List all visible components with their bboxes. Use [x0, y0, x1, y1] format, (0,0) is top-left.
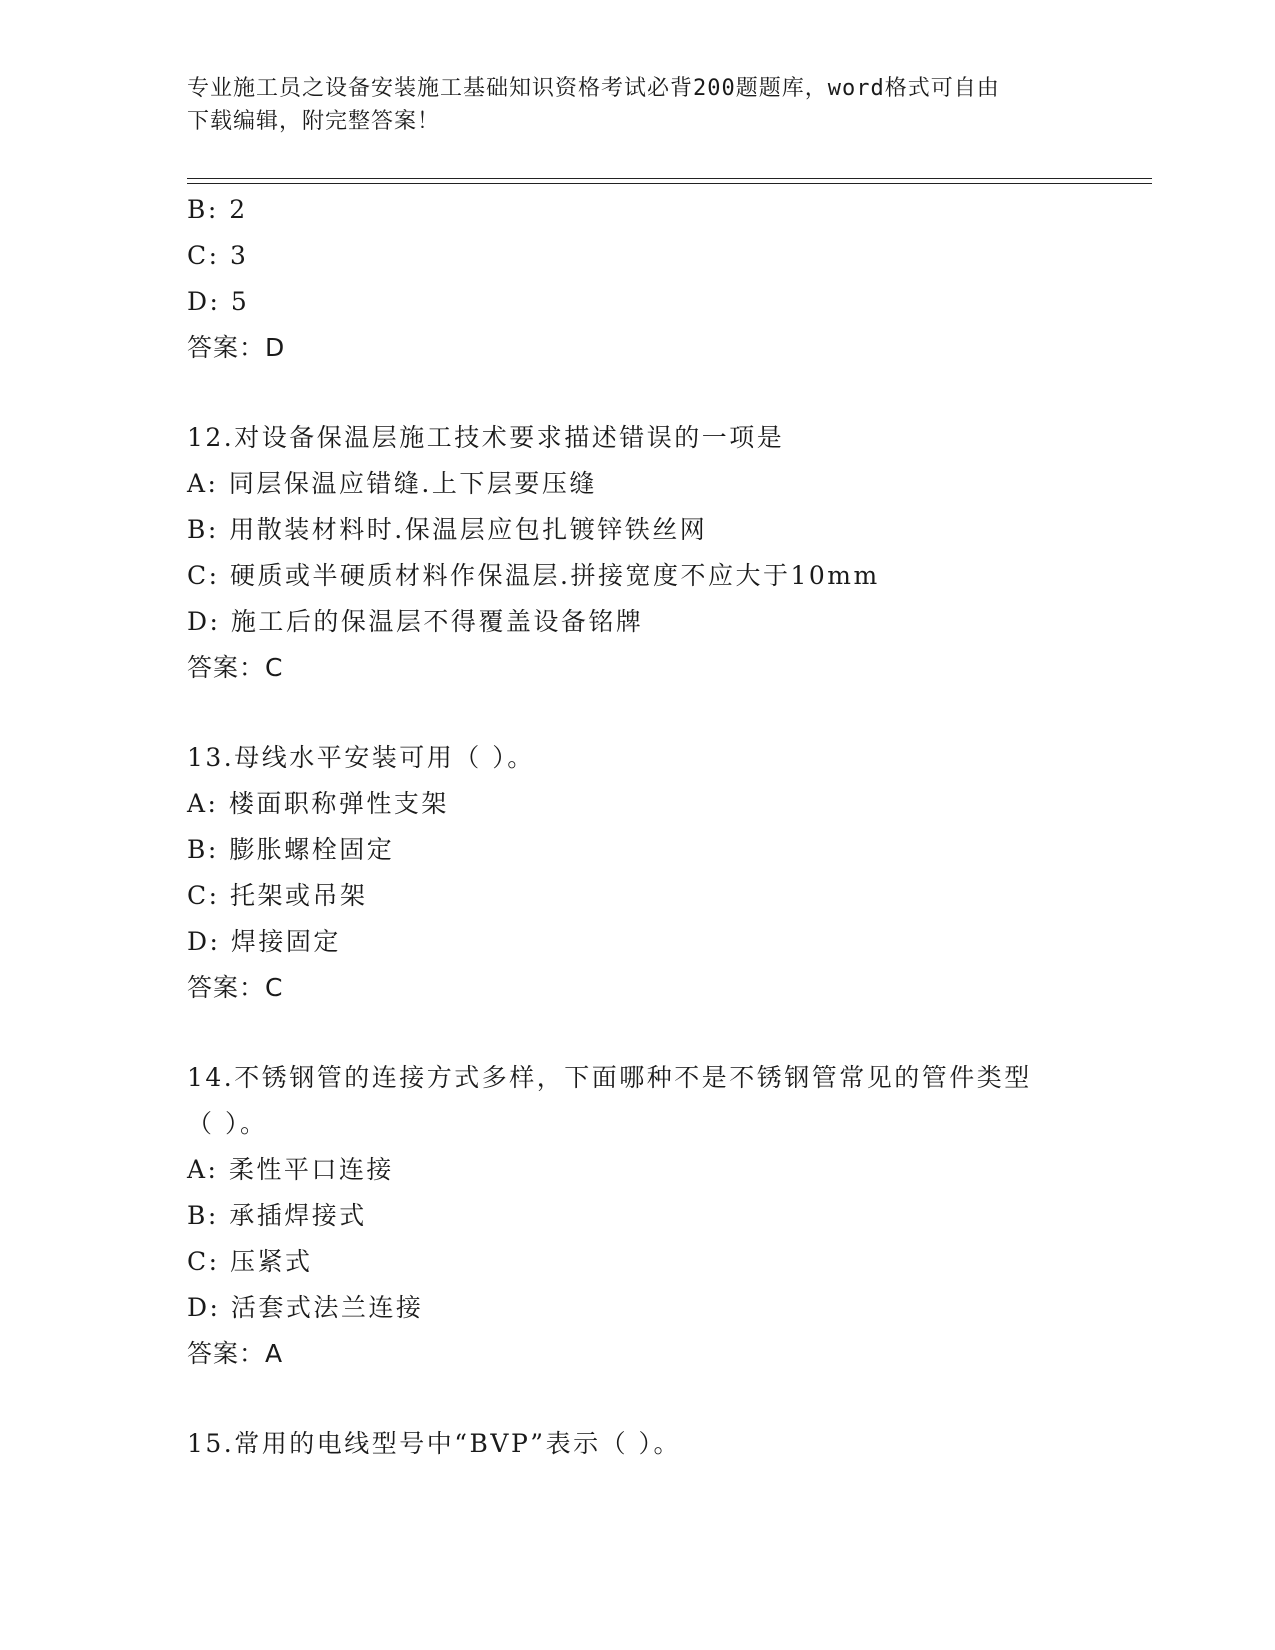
option-c: C: 压紧式: [187, 1247, 313, 1276]
question-14: [187, 1055, 1137, 1377]
option-c: C: 3: [187, 241, 249, 270]
question-stem-continued: （ ）。: [187, 1109, 268, 1138]
header-title-line-1: 专业施工员之设备安装施工基础知识资格考试必背200题题库，word格式可自由: [187, 76, 1000, 101]
spacer: [187, 1377, 1137, 1421]
option-c: C: 硬质或半硬质材料作保温层.拼接宽度不应大于10mm: [187, 561, 880, 590]
question-12: [187, 415, 1137, 691]
answer: 答案：C: [187, 973, 284, 1002]
question-stem: 13.母线水平安装可用（ ）。: [187, 743, 535, 772]
header-title-line-2: 下载编辑，附完整答案！: [187, 109, 441, 134]
option-a: A: 楼面职称弹性支架: [187, 789, 449, 818]
option-d: D: 施工后的保温层不得覆盖设备铭牌: [187, 607, 644, 636]
answer: 答案：C: [187, 653, 284, 682]
question-stem: 15.常用的电线型号中“BVP”表示（ ）。: [187, 1429, 682, 1458]
question-15: [187, 1421, 1137, 1467]
option-b: B: 膨胀螺栓固定: [187, 835, 395, 864]
option-d: D: 5: [187, 287, 250, 316]
header-divider-bottom: [187, 183, 1152, 184]
option-b: B: 2: [187, 195, 248, 224]
header-divider-top: [187, 178, 1152, 179]
option-b: B: 承插焊接式: [187, 1201, 367, 1230]
option-b: B: 用散装材料时.保温层应包扎镀锌铁丝网: [187, 515, 708, 544]
question-11: [187, 187, 1137, 371]
spacer: [187, 371, 1137, 415]
option-a: A: 同层保温应错缝.上下层要压缝: [187, 469, 597, 498]
question-list: [187, 187, 1137, 1467]
option-c: C: 托架或吊架: [187, 881, 368, 910]
option-d: D: 焊接固定: [187, 927, 341, 956]
question-stem: 14.不锈钢管的连接方式多样，下面哪种不是不锈钢管常见的管件类型: [187, 1063, 1032, 1092]
option-a: A: 柔性平口连接: [187, 1155, 394, 1184]
question-stem: 12.对设备保温层施工技术要求描述错误的一项是: [187, 423, 785, 452]
option-d: D: 活套式法兰连接: [187, 1293, 424, 1322]
document-header: [187, 72, 1087, 138]
spacer: [187, 691, 1137, 735]
spacer: [187, 1011, 1137, 1055]
question-13: [187, 735, 1137, 1011]
answer: 答案：D: [187, 333, 286, 362]
answer: 答案：A: [187, 1339, 284, 1368]
